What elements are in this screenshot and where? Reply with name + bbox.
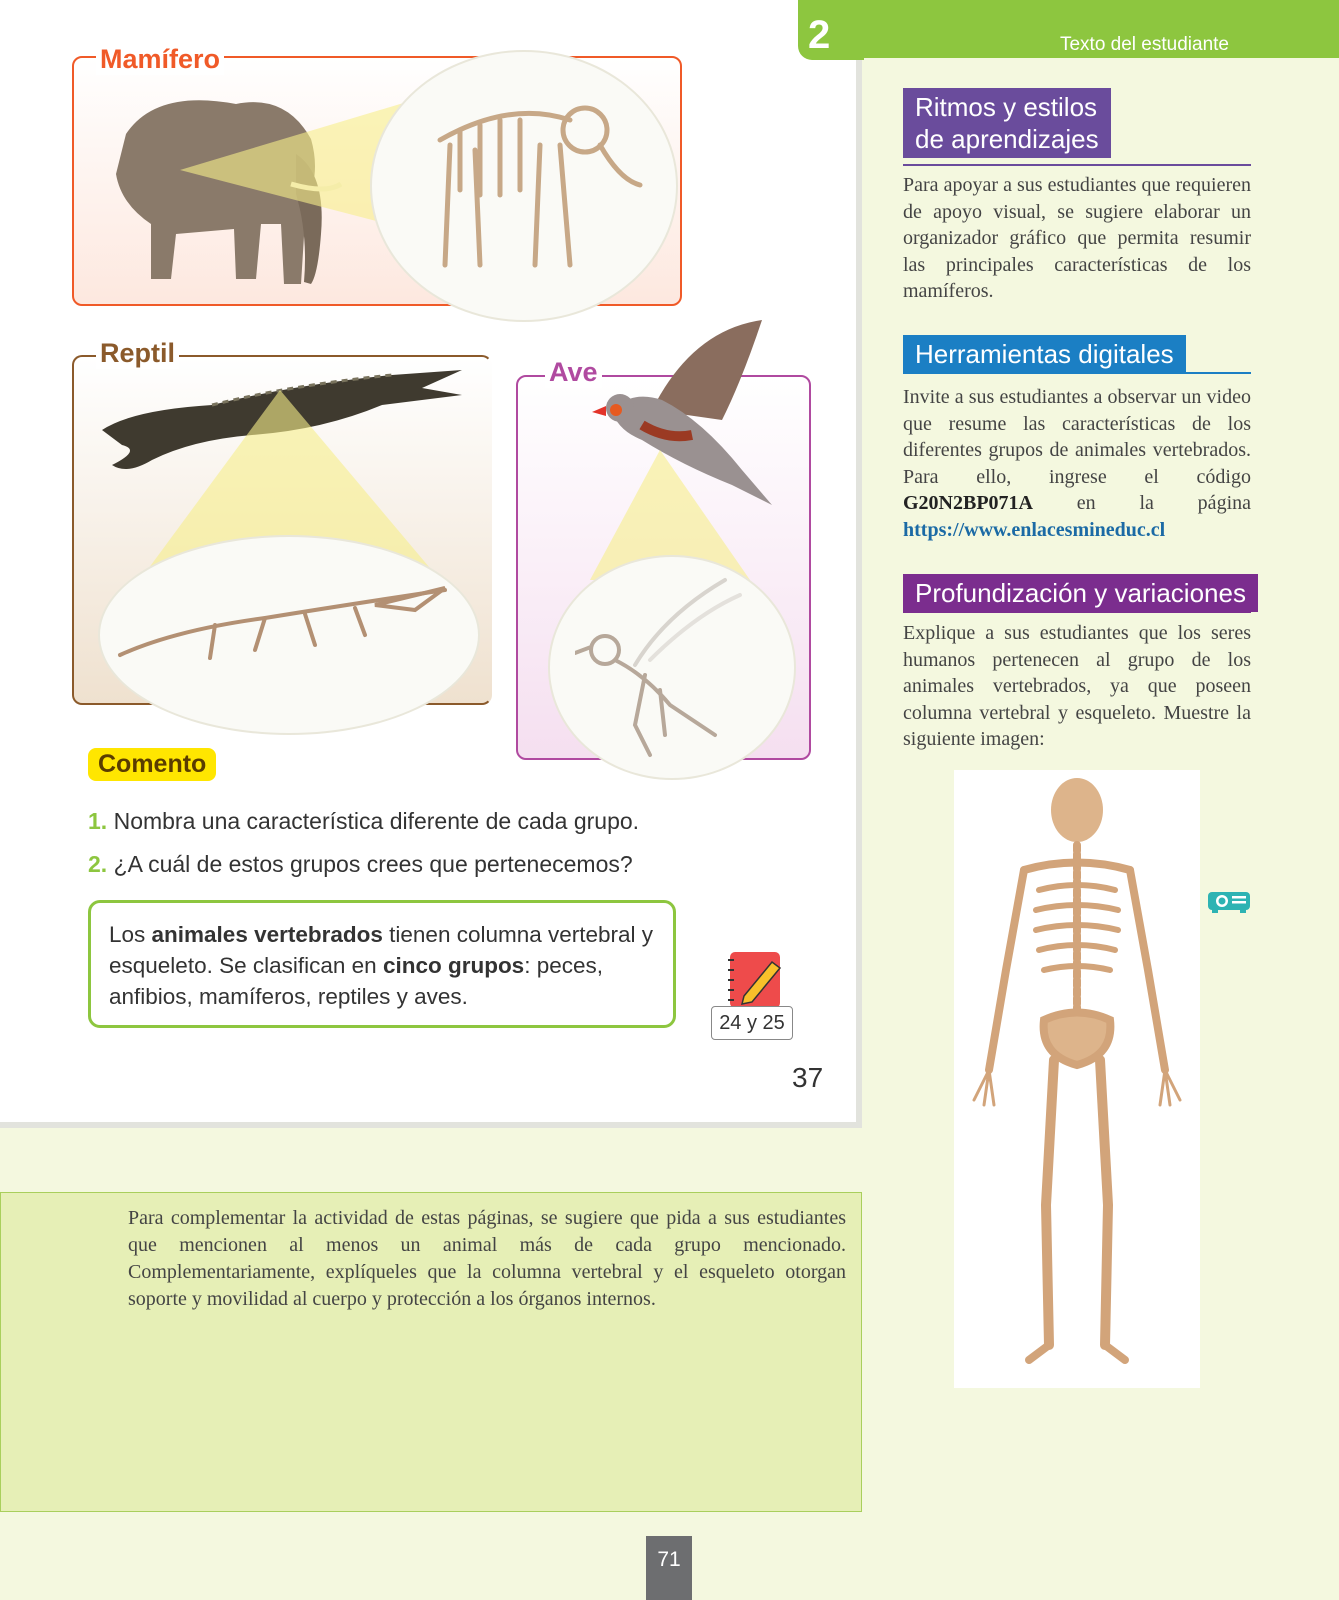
workbook-pages-badge: 24 y 25 xyxy=(711,1006,793,1040)
video-code: G20N2BP071A xyxy=(903,492,1033,514)
section-title-ritmos: Ritmos y estilos de aprendizajes xyxy=(903,88,1111,158)
bird-skeleton xyxy=(575,575,755,765)
section-text-ritmos: Para apoyar a sus estudiantes que requieren de apoyo visual, se sugiere elaborar un organizador gráfico que permita resumir las principales características de los mamíferos. xyxy=(903,174,1251,302)
human-skeleton-image xyxy=(954,770,1200,1388)
question-2: 2. ¿A cuál de estos grupos crees que pertenecemos? xyxy=(88,851,633,877)
section-rule-ritmos xyxy=(903,164,1251,166)
section-text-herramientas: Invite a sus estudiantes a observar un video que resume las características de los diferentes grupos de animales vertebrados. Para ello, ingrese el código G20N2BP071A en la página https://www.enlacesmineduc.cl xyxy=(903,386,1251,541)
comment-label: Comento xyxy=(88,748,216,781)
section-rule-profundizacion xyxy=(903,611,1251,613)
pencil-notebook-icon xyxy=(726,950,786,1010)
section-rule-herramientas xyxy=(903,372,1251,374)
page-number: 71 xyxy=(646,1536,692,1600)
section-title-herramientas: Herramientas digitales xyxy=(903,335,1186,373)
projector-icon xyxy=(1206,888,1252,914)
header-bar xyxy=(862,0,1339,58)
bird-title: Ave xyxy=(545,357,602,388)
reptile-title: Reptil xyxy=(96,338,179,369)
student-page xyxy=(0,0,862,1128)
section-text-profundizacion: Explique a sus estudiantes que los seres humanos pertenecen al grupo de los animales vertebrados, ya que poseen columna vertebral y esqueleto. Muestre la siguiente imagen: xyxy=(903,622,1251,750)
header-label: Texto del estudiante xyxy=(1059,34,1229,55)
elephant-skeleton xyxy=(420,90,650,280)
concept-box: Los animales vertebrados tienen columna vertebral y esqueleto. Se clasifican en cinco grupos: peces, anfibios, mamíferos, reptiles y aves. xyxy=(88,900,676,1028)
chapter-number-tab: 2 xyxy=(798,0,864,60)
mammal-title: Mamífero xyxy=(96,44,224,75)
enlaces-link[interactable]: https://www.enlacesmineduc.cl xyxy=(903,518,1166,541)
question-1: 1. Nombra una característica diferente de cada grupo. xyxy=(88,808,640,834)
bottom-note-text: Para complementar la actividad de estas páginas, se sugiere que pida a sus estudiantes que mencionen al menos un animal más de cada grupo mencionado. Complementariamente, explíqueles que la columna vertebral y el esqueleto otorgan soporte y movilidad al cuerpo y protección a los órganos internos. xyxy=(128,1207,846,1310)
crocodile-skeleton xyxy=(115,580,455,680)
student-page-number: 37 xyxy=(792,1062,824,1093)
section-title-profundizacion: Profundización y variaciones xyxy=(903,574,1258,612)
